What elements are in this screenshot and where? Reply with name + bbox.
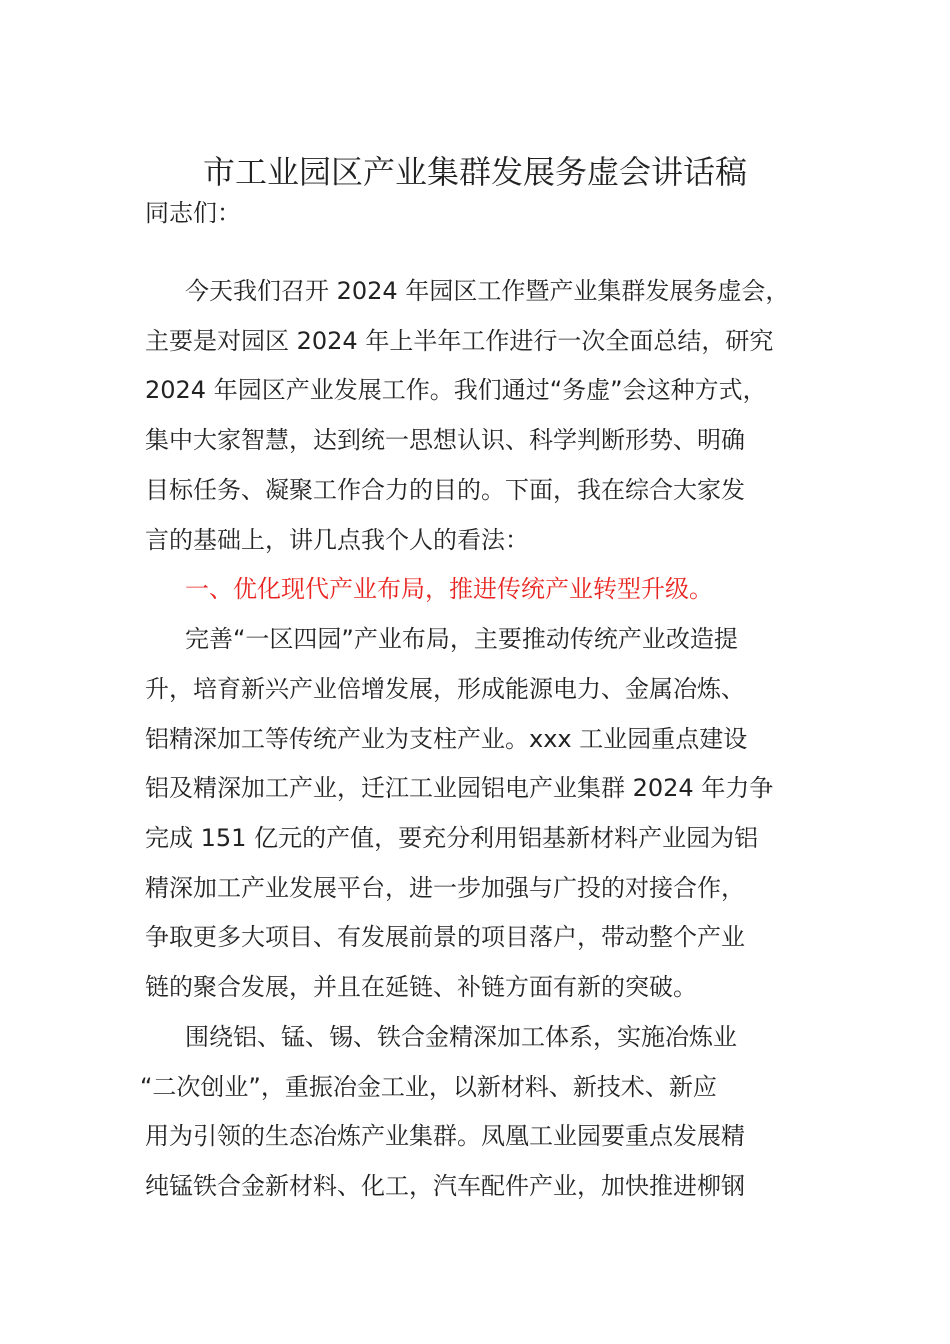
paragraph-line: 言的基础上，讲几点我个人的看法：	[145, 526, 529, 554]
paragraph-line: 目标任务、凝聚工作合力的目的。下面，我在综合大家发	[145, 476, 745, 504]
paragraph-line: 完善“一区四园”产业布局，主要推动传统产业改造提	[185, 625, 738, 653]
paragraph-line: 升，培育新兴产业倍增发展，形成能源电力、金属冶炼、	[145, 675, 745, 703]
paragraph-line: 集中大家智慧，达到统一思想认识、科学判断形势、明确	[145, 426, 745, 454]
paragraph-line: “二次创业”，重振冶金工业，以新材料、新技术、新应	[140, 1073, 717, 1101]
paragraph-line: 今天我们召开 2024 年园区工作暨产业集群发展务虚会，	[185, 277, 790, 305]
section-heading: 一、优化现代产业布局，推进传统产业转型升级。	[185, 575, 713, 603]
paragraph-line: 铝及精深加工产业，迁江工业园铝电产业集群 2024 年力争	[145, 774, 774, 802]
document-title: 市工业园区产业集群发展务虚会讲话稿	[202, 153, 747, 191]
paragraph-line: 争取更多大项目、有发展前景的项目落户，带动整个产业	[145, 923, 745, 951]
paragraph-line: 用为引领的生态冶炼产业集群。凤凰工业园要重点发展精	[145, 1122, 745, 1150]
paragraph-line: 完成 151 亿元的产值，要充分利用铝基新材料产业园为铝	[145, 824, 759, 852]
paragraph-line: 2024 年园区产业发展工作。我们通过“务虚”会这种方式，	[145, 376, 767, 404]
paragraph-line: 围绕铝、锰、锡、铁合金精深加工体系，实施冶炼业	[185, 1023, 737, 1051]
paragraph-line: 链的聚合发展，并且在延链、补链方面有新的突破。	[145, 973, 697, 1001]
paragraph-line: 纯锰铁合金新材料、化工，汽车配件产业，加快推进柳钢	[145, 1172, 745, 1200]
paragraph-line: 铝精深加工等传统产业为支柱产业。xxx 工业园重点建设	[145, 725, 748, 753]
paragraph-line: 精深加工产业发展平台，进一步加强与广投的对接合作，	[145, 874, 745, 902]
salutation: 同志们：	[145, 199, 241, 227]
paragraph-line: 主要是对园区 2024 年上半年工作进行一次全面总结，研究	[145, 327, 774, 355]
